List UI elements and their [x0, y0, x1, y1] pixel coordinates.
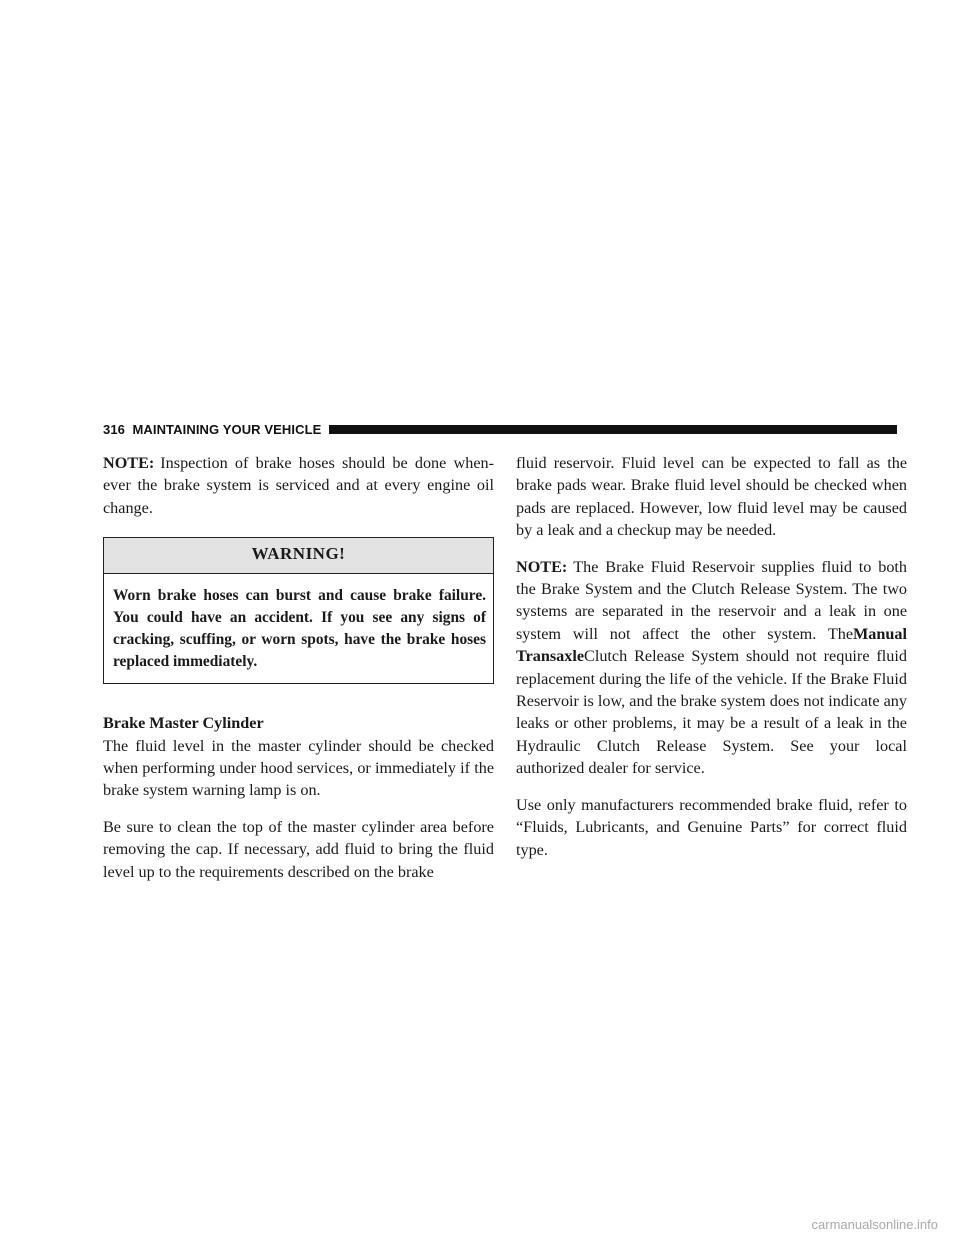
manual-transaxle-term: Manual Transaxle — [516, 624, 907, 666]
paragraph-fluid-type: Use only manufacturers recommended brake fluid, refer to “Fluids, Lubricants, and Genuine Parts” for correct fluid type. — [516, 795, 907, 859]
paragraph-reservoir: fluid reservoir. Fluid level can be expected to fall as the brake pads wear. Brake fluid level should be checked when pads are replaced. However, low fluid level may be caused by a leak and a checkup may be needed. — [516, 454, 907, 540]
note-hoses — [103, 452, 494, 519]
page-header — [103, 421, 897, 437]
paragraph-fluid-level: The fluid level in the master cylinder should be checked when performing under hood services, or immediately if the brake system warning lamp is on. — [103, 736, 494, 800]
section-heading: Brake Master Cylinder — [103, 713, 264, 732]
note-label: NOTE: — [516, 557, 568, 576]
note-label: NOTE: — [103, 454, 155, 472]
left-column — [103, 452, 494, 897]
note-text-b: Clutch Release System should not require fluid replacement during the life of the vehicle. If the Brake Fluid Reservoir is low, and the brake system does not indicate any leaks or other problems, it may be a result of a leak in the Hydraulic Clutch Release System. See your local authorized dealer for service. — [516, 647, 907, 778]
note-text: Inspection of brake hoses should be done when-ever the brake system is serviced and at every engine oil change. — [103, 454, 494, 517]
paragraph-clean-top: Be sure to clean the top of the master cylinder area before removing the cap. If necessary, add fluid to bring the fluid level up to the requirements described on the brake — [103, 817, 494, 881]
note-reservoir — [516, 556, 907, 780]
warning-box — [103, 537, 494, 683]
header-label — [103, 422, 329, 437]
warning-text: Worn brake hoses can burst and cause brake failure. You could have an accident. If you see any signs of cracking, scuffing, or worn spots, have the brake hoses replaced immediately. — [113, 586, 486, 670]
header-rule — [329, 425, 897, 434]
section-title: MAINTAINING YOUR VEHICLE — [132, 421, 322, 437]
watermark: carmanualsonline.info — [811, 1217, 938, 1232]
page-number: 316 — [103, 421, 125, 437]
right-column — [516, 452, 907, 875]
warning-title: WARNING! — [104, 538, 493, 573]
note-text-a: The Brake Fluid Reservoir supplies fluid to both the Brake System and the Clutch Release System. The two systems are separated in the reservoir and a leak in one system will not affect the other system. The — [516, 557, 907, 643]
